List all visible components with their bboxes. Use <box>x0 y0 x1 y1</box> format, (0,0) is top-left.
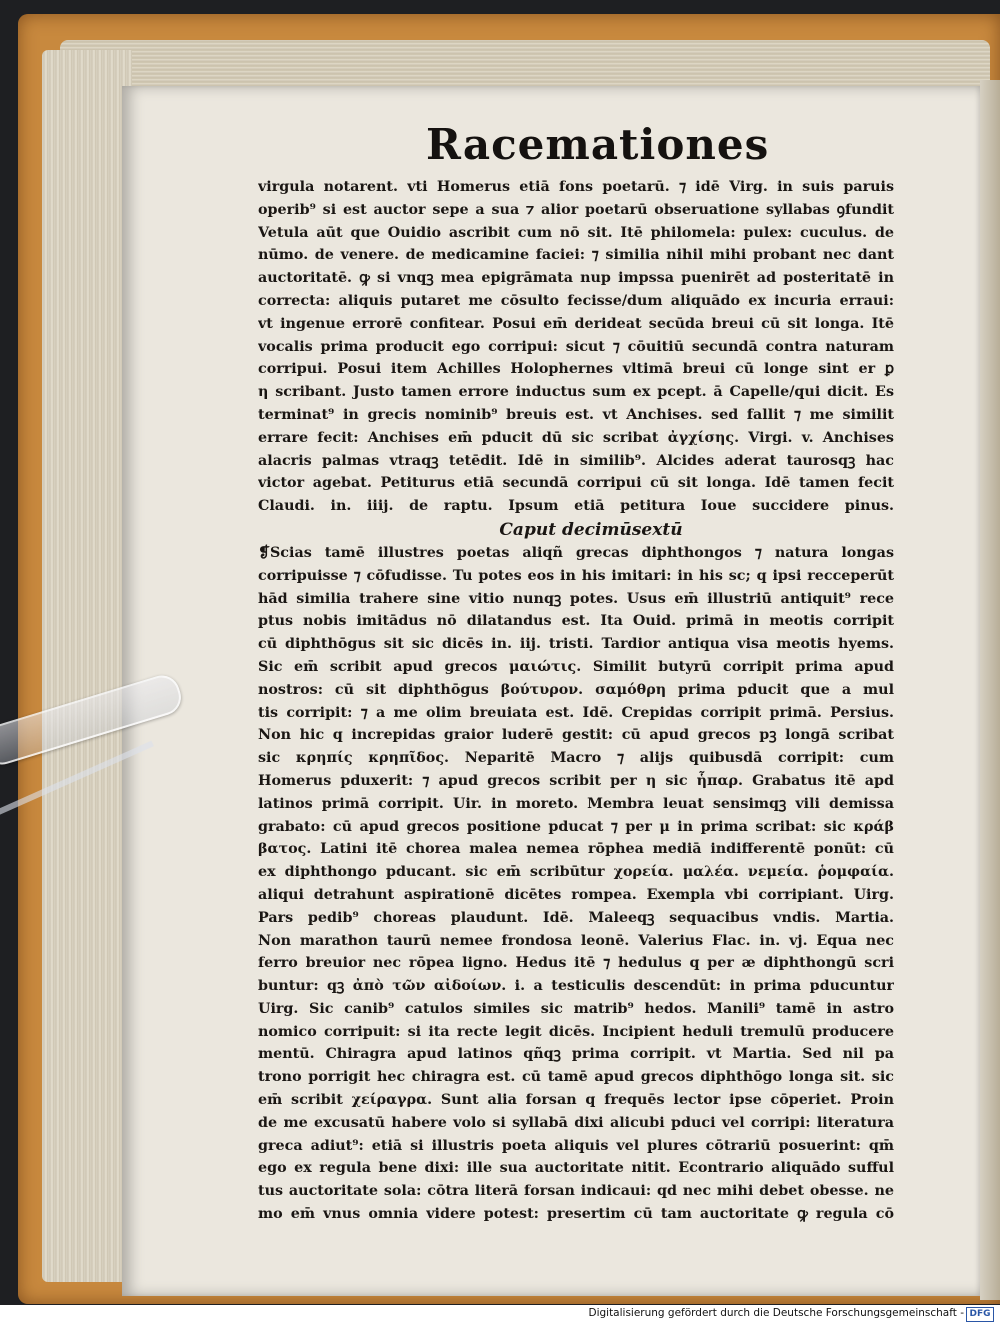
text-line: nomico corripuit: si ita recte legit dicēs. Incipient heduli tremulū producere <box>258 1023 894 1040</box>
text-line: tus auctoritate sola: cōtra literā forsan indicaui: qd nec mihi debet obesse. ne <box>258 1183 894 1200</box>
text-line: vocalis prima producit ego corripui: sicut ⁊ cōuitiū secundā contra naturam <box>258 338 894 355</box>
text-block <box>258 176 894 1226</box>
text-line: mentū. Chiragra apud latinos qñqꝫ prima corripit. vt Martia. Sed nil pa <box>258 1046 894 1063</box>
text-line: η scribant. Justo tamen errore inductus sum ex pcept. ā Capelle/qui dicit. Es <box>258 384 894 401</box>
dfg-logo: DFG <box>966 1307 994 1322</box>
text-line: trono porrigit hec chiragra est. cū tamē apud grecos diphthōgo longa sit. sic <box>258 1069 894 1086</box>
text-line: aliqui detrahunt aspirationē dicētes rompea. Exempla vbi corripiant. Uirg. <box>258 886 894 903</box>
text-line: grabato: cū apud grecos positione pducat ⁊ per μ in prima scribat: sic κράβ <box>258 818 894 835</box>
footer-credit: Digitalisierung gefördert durch die Deutsche Forschungsgemeinschaft - <box>588 1307 964 1319</box>
text-line: nostros: cū sit diphthōgus βούτυρον. σαμόθρη prima pducit que a mul <box>258 681 894 698</box>
text-line: Sic em̄ scribit apud grecos μαιώτις. Similit butyrū corripit prima apud <box>258 658 894 675</box>
text-line: victor agebat. Petiturus etiā secundā corripui cū sit longa. Idē tamen fecit <box>258 475 894 492</box>
text-line-content: Scias tamē illustres poetas aliqñ grecas diphthongos ⁊ natura longas <box>269 544 894 561</box>
text-line: ferro breuior nec rōpea ligno. Hedus itē ⁊ hedulus q per æ diphthongū scri <box>258 955 894 972</box>
text-line: errare fecit: Anchises em̄ pducit dū sic scribat ἀγχίσης. Virgi. v. Anchises <box>258 429 894 446</box>
text-line: alacris palmas vtraqꝫ tetēdit. Idē in similib⁹. Alcides aderat taurosqꝫ hac <box>258 452 894 469</box>
text-line: latinos primā corripit. Uir. in moreto. Membra leuat sensimqꝫ vili demissa <box>258 795 894 812</box>
text-line: greca adiut⁹: etiā si illustris poeta aliquis vel plures cōtrariū posuerint: qm̄ <box>258 1137 894 1154</box>
paragraph-before-chapter <box>258 176 894 518</box>
text-line: ptus nobis imitādus nō dilatandus est. Ita Ouid. primā in meotis corripit <box>258 613 894 630</box>
text-line: operib⁹ si est auctor sepe a sua ⁊ alior poetarū obseruatione syllabas ꝯfundit <box>258 201 894 218</box>
text-line: Homerus pduxerit: ⁊ apud grecos scribit per η sic ἧπαρ. Grabatus itē apd <box>258 772 894 789</box>
text-line: Pars pedib⁹ choreas plaudunt. Idē. Maleeqꝫ sequacibus vndis. Martia. <box>258 909 894 926</box>
running-head: Racemationes <box>426 120 770 169</box>
text-line: ex diphthongo pducant. sic em̄ scribūtur χορεία. μαλέα. νεμεία. ῥομφαία. <box>258 864 894 881</box>
text-line: corripuisse ⁊ cōfudisse. Tu potes eos in his imitari: in his sc; q ipsi recceperūt <box>258 567 894 584</box>
text-line: nūmo. de venere. de medicamine faciei: ⁊ similia nihil mihi probant nec dant <box>258 247 894 264</box>
text-line: Claudi. in. iiij. de raptu. Ipsum etiā petitura Ioue succidere pinus. <box>258 498 894 515</box>
page-edges-top <box>60 40 990 90</box>
text-line: cū diphthōgus sit sic dicēs in. iij. tristi. Tardior antiqua visa meotis hyems. <box>258 636 894 653</box>
text-line: ego ex regula bene dixi: ille sua auctoritate nitit. Econtrario aliquādo sufful <box>258 1160 894 1177</box>
text-line: terminat⁹ in grecis nominib⁹ breuis est. vt Anchises. sed fallit ⁊ me similit <box>258 406 894 423</box>
text-line: mo em̄ vnus omnia videre potest: presertim cū tam auctoritate ꝙ regula cō <box>258 1206 894 1223</box>
text-line: hād similia trahere sine vitio nunqꝫ potes. Usus em̄ illustriū antiquit⁹ rece <box>258 590 894 607</box>
text-line: βατος. Latini itē chorea malea nemea rōphea mediā indifferentē ponūt: cū <box>258 841 894 858</box>
page-edges-left <box>42 50 132 1282</box>
text-line: de me excusatū habere volo si syllabā dixi alicubi pduci vel corripi: literatura <box>258 1114 894 1131</box>
text-line: Non marathon taurū nemee frondosa leonē. Valerius Flac. in. vj. Equa nec <box>258 932 894 949</box>
text-line: sic κρηπίς κρηπῖδος. Neparitē Macro ⁊ alijs quibusdā corripit: cum <box>258 750 894 767</box>
text-line <box>258 542 894 565</box>
text-line: corripui. Posui item Achilles Holophernes vltimā breui cū longe sint er ꝑ <box>258 361 894 378</box>
paragraph-mark: ❡ <box>258 544 270 561</box>
text-line: Uirg. Sic canib⁹ catulos similes sic matrib⁹ hedos. Manili⁹ tamē in astro <box>258 1000 894 1017</box>
text-line: Non hic q increpidas graior luderē gestit: cū apud grecos pꝫ longā scribat <box>258 727 894 744</box>
chapter-heading: Caput decimūsextū <box>499 519 683 540</box>
text-line: correcta: aliquis putaret me cōsulto fecisse/dum aliquādo ex incuria erraui: <box>258 292 894 309</box>
text-line: Vetula aūt que Ouidio ascribit cum nō sit. Itē philomela: pulex: cuculus. de <box>258 224 894 241</box>
facing-page-edge <box>980 80 1000 1300</box>
text-line: em̄ scribit χείραγρα. Sunt alia forsan q frequēs lector ipse cōperiet. Proin <box>258 1092 894 1109</box>
text-line: auctoritatē. ꝙ si vnqꝫ mea epigrāmata nup impssa puenirēt ad posteritatē in <box>258 270 894 287</box>
text-line: virgula notarent. vti Homerus etiā fons poetarū. ⁊ idē Virg. in suis paruis <box>258 179 894 195</box>
paragraph-after-chapter <box>258 542 894 1226</box>
text-line: tis corripit: ⁊ a me olim breuiata est. Idē. Crepidas corripit primā. Persius. <box>258 704 894 721</box>
text-line: buntur: qꝫ ἀπὸ τῶν αἰδοίων. i. a testiculis descendūt: in prima pducuntur <box>258 978 894 995</box>
text-line: vt ingenue errorē confitear. Posui em̄ derideat secūda breui cū sit longa. Itē <box>258 315 894 332</box>
